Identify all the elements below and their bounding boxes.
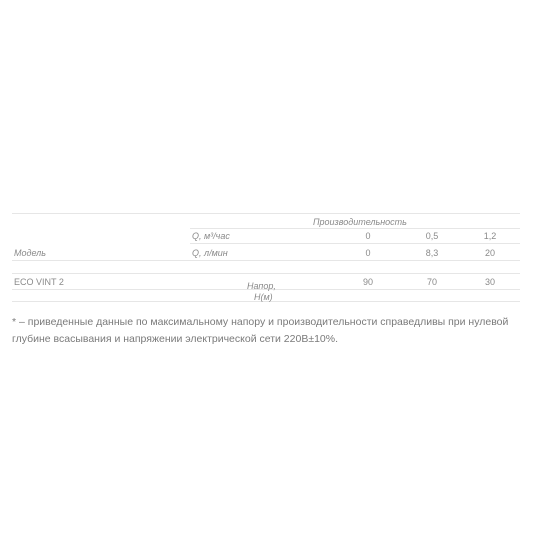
head-value-2: 70 [426,277,437,287]
table-rule-3 [12,260,520,261]
row-label-q-m3h: Q, м³/час [192,231,230,241]
table-rule-1 [190,228,520,229]
q-m3h-value-1: 0 [365,231,371,241]
header-productivity: Производительность [313,217,407,227]
row-label-q-lmin: Q, л/мин [192,248,228,258]
q-lmin-value-2: 8,3 [425,248,439,258]
table-rule-4 [12,273,520,274]
column-label-model: Модель [14,248,46,258]
q-m3h-value-3: 1,2 [483,231,497,241]
head-value-1: 90 [362,277,373,287]
table-rule-top [12,213,520,214]
table-rule-2 [190,243,520,244]
footnote: * – приведенные данные по максимальному напору и производительности справедливы при нулевой глубине всасывания и напряжении электрической сети 220В±10%. [12,316,509,345]
q-m3h-value-2: 0,5 [425,231,439,241]
head-label: Напор, [247,281,276,291]
head-unit-label: Н(м) [254,292,273,302]
head-value-3: 30 [484,277,495,287]
q-lmin-value-3: 20 [484,248,495,258]
model-name: ECO VINT 2 [14,277,64,287]
q-lmin-value-1: 0 [365,248,371,258]
pump-performance-table [12,213,520,303]
